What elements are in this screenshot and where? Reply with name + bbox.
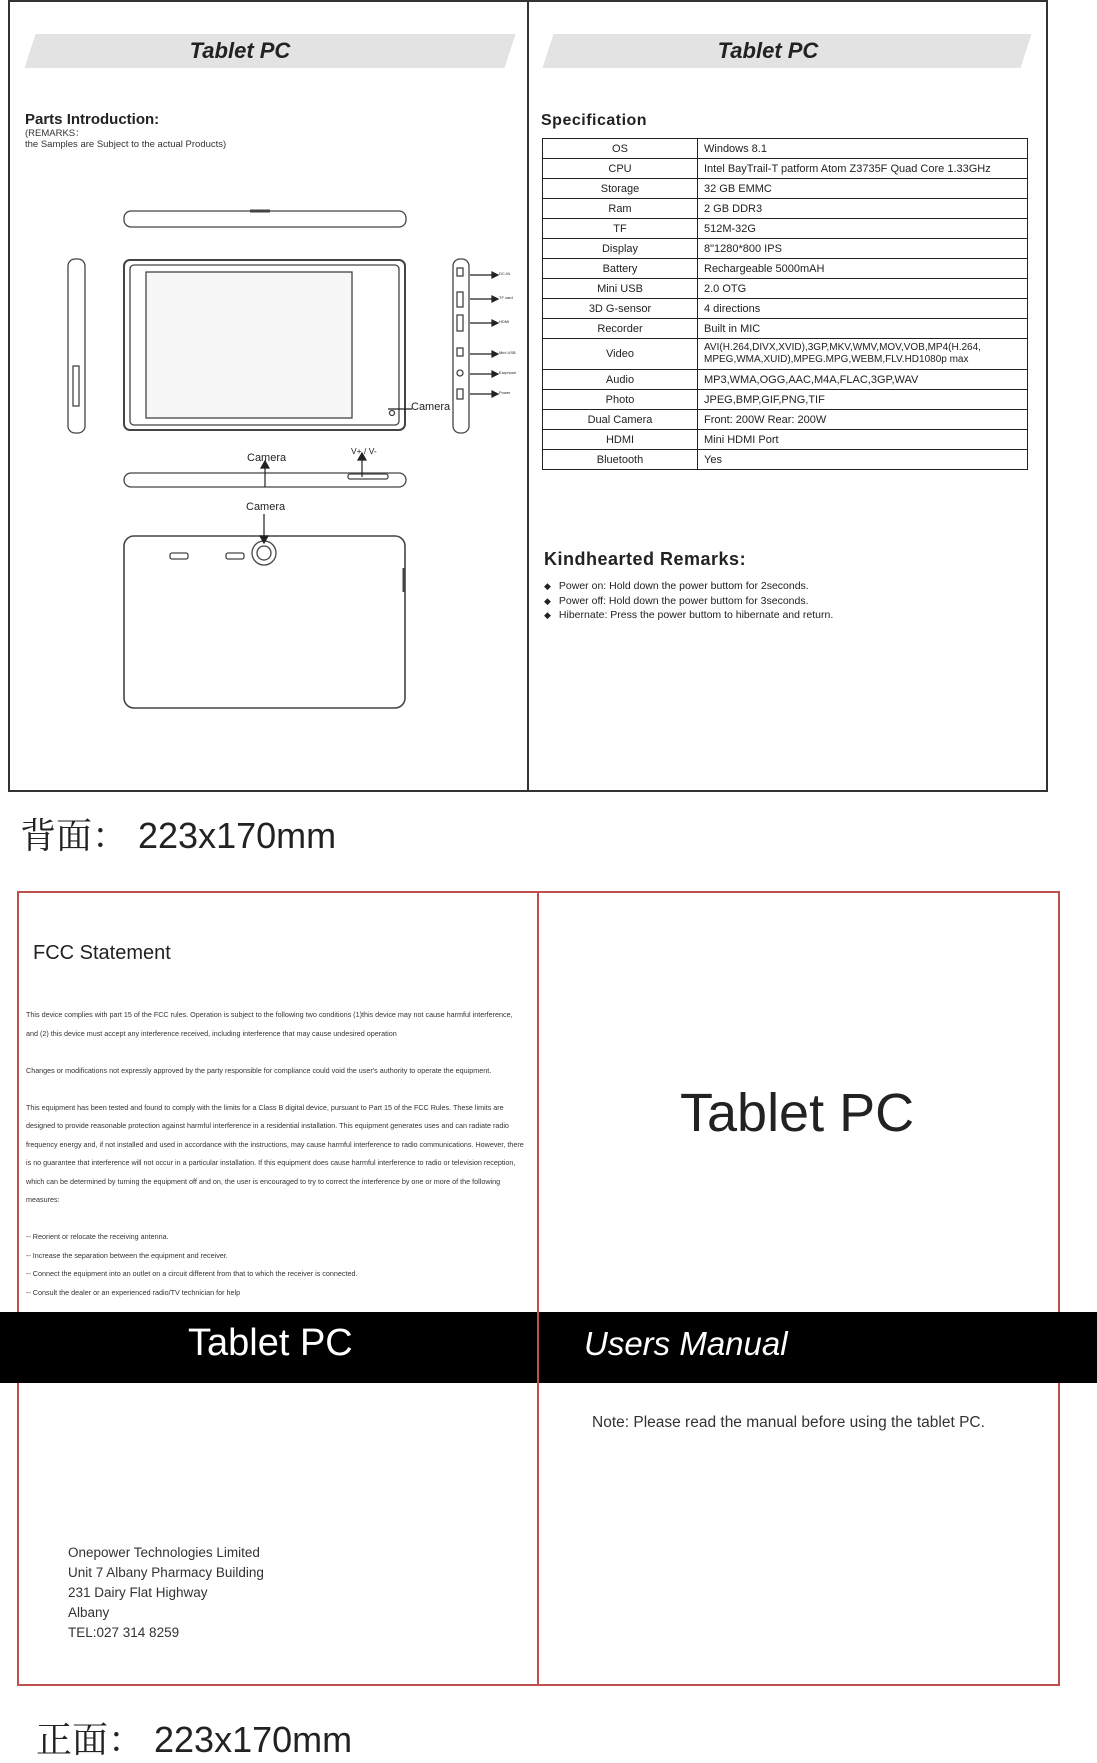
parts-remark: (REMARKS： the Samples are Subject to the actual Products) bbox=[25, 128, 227, 150]
company-name: Onepower Technologies Limited bbox=[68, 1545, 260, 1560]
camera-front-label: Camera bbox=[411, 401, 451, 413]
address-city: Albany bbox=[68, 1605, 110, 1620]
address-line: 231 Dairy Flat Highway bbox=[68, 1585, 208, 1600]
remark-item: ◆ Power off: Hold down the power buttom for 3seconds. bbox=[544, 594, 833, 609]
spec-row: TF 512M-32G bbox=[543, 219, 1028, 239]
fcc-measure: -- Connect the equipment into an outlet on a circuit different from that to which the receiver is connected. bbox=[26, 1269, 358, 1278]
remarks-title: Kindhearted Remarks: bbox=[544, 549, 747, 569]
specification-table bbox=[542, 138, 1028, 470]
left-banner-title: Tablet PC bbox=[189, 38, 291, 63]
address-line: Unit 7 Albany Pharmacy Building bbox=[68, 1565, 264, 1580]
port-label-earphone: Earphone bbox=[499, 370, 517, 375]
cover-title: Tablet PC bbox=[680, 1083, 915, 1143]
spec-row: Bluetooth Yes bbox=[543, 450, 1028, 470]
fcc-measure: -- Consult the dealer or an experienced radio/TV technician for help bbox=[26, 1287, 241, 1297]
port-label-tf-card: TF card bbox=[499, 295, 513, 300]
fcc-title: FCC Statement bbox=[33, 942, 171, 964]
spec-row: Photo JPEG,BMP,GIF,PNG,TIF bbox=[543, 390, 1028, 410]
spec-row: Dual Camera Front: 200W Rear: 200W bbox=[543, 410, 1028, 430]
front-dimension-label: 正面： 223x170mm bbox=[36, 1719, 353, 1760]
company-address bbox=[68, 1543, 264, 1643]
fcc-paragraph: This device complies with part 15 of the FCC rules. Operation is subject to the following two conditions (1)this device may not cause harmful interference, and (2) this device must accept any interference received, including interference that may cause undesired operation bbox=[26, 1010, 513, 1038]
volume-label: V+ / V- bbox=[351, 446, 377, 456]
port-label-power: Power bbox=[499, 390, 511, 395]
spec-row: Storage 32 GB EMMC bbox=[543, 179, 1028, 199]
black-band bbox=[0, 1312, 1097, 1383]
remark-item: ◆ Hibernate: Press the power buttom to hibernate and return. bbox=[544, 608, 833, 623]
right-banner-title: Tablet PC bbox=[717, 38, 819, 63]
fcc-measure: -- Reorient or relocate the receiving antenna. bbox=[26, 1232, 169, 1241]
spec-row: Mini USB 2.0 OTG bbox=[543, 279, 1028, 299]
port-label-mini-usb: Mini USB bbox=[499, 350, 516, 355]
spec-row: Ram 2 GB DDR3 bbox=[543, 199, 1028, 219]
manual-note: Note: Please read the manual before using the tablet PC. bbox=[592, 1414, 985, 1431]
fcc-measure: -- Increase the separation between the equipment and receiver. bbox=[26, 1250, 228, 1260]
spec-row: Video AVI(H.264,DIVX,XVID),3GP,MKV,WMV,MOV,VOB,MP4(H.264, MPEG,WMA,XUID),MPEG.MPG,WEBM,FLV.HD1080p max bbox=[543, 339, 1028, 370]
fcc-paragraph: Changes or modifications not expressly approved by the party responsible for compliance could void the user's authority to operate the equipment. bbox=[26, 1065, 492, 1075]
spec-row: Battery Rechargeable 5000mAH bbox=[543, 259, 1028, 279]
fcc-paragraph: This equipment has been tested and found to comply with the limits for a Class B digital device, pursuant to Part 15 of the FCC Rules. These limits are designed to provide reasonable protection against harmful interference in a residential installation. This equipment generates uses and can radiate radio frequency energy and, if not installed and used in accordance with the instructions, may cause harmful interference to radio communications. However, there is no guarantee that interference will not occur in a particular installation. If this equipment does cause harmful interference to radio or television reception, which can be determined by turning the equipment off and on, the user is encouraged to try to correct the interference by one or more of the following measures: bbox=[26, 1102, 524, 1204]
specification-title: Specification bbox=[541, 112, 648, 129]
front-page-divider bbox=[537, 891, 539, 1686]
port-label-dc-in: DC-IN bbox=[499, 271, 511, 276]
spec-row: CPU Intel BayTrail-T patform Atom Z3735F Quad Core 1.33GHz bbox=[543, 159, 1028, 179]
spec-row: OS Windows 8.1 bbox=[543, 139, 1028, 159]
camera-back-label: Camera bbox=[246, 501, 286, 513]
users-manual-title: Users Manual bbox=[584, 1325, 788, 1362]
spec-row: Audio MP3,WMA,OGG,AAC,M4A,FLAC,3GP,WAV bbox=[543, 370, 1028, 390]
port-label-hdmi: HDMI bbox=[499, 319, 510, 324]
spec-row: HDMI Mini HDMI Port bbox=[543, 430, 1028, 450]
fcc-body bbox=[26, 1006, 526, 1302]
camera-top-label: Camera bbox=[247, 452, 287, 464]
remark-item: ◆ Power on: Hold down the power buttom for 2seconds. bbox=[544, 579, 833, 594]
back-dimension-label: 背面： 223x170mm bbox=[20, 815, 337, 856]
parts-title: Parts Introduction: bbox=[25, 111, 160, 128]
band-title: Tablet PC bbox=[188, 1322, 353, 1364]
spec-row: 3D G-sensor 4 directions bbox=[543, 299, 1028, 319]
remarks-list bbox=[544, 579, 833, 623]
address-tel: TEL:027 314 8259 bbox=[68, 1625, 180, 1640]
spec-row: Recorder Built in MIC bbox=[543, 319, 1028, 339]
spec-row: Display 8"1280*800 IPS bbox=[543, 239, 1028, 259]
